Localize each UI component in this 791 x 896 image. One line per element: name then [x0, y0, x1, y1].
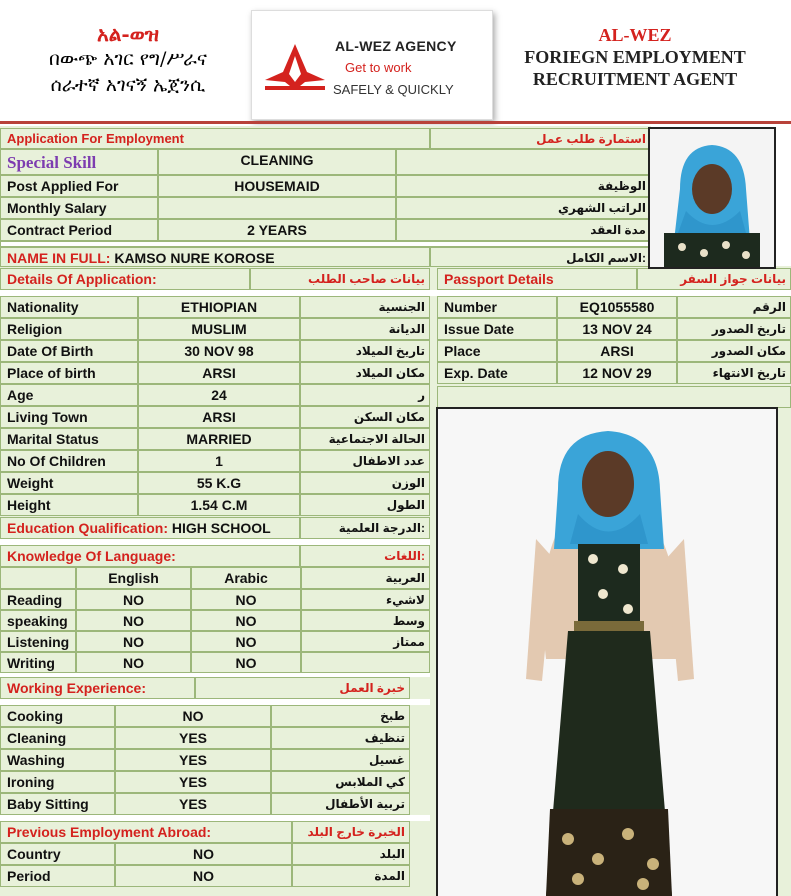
header-divider — [0, 121, 791, 124]
passport-label-ar: مكان الصدور — [677, 340, 791, 362]
detail-label: Living Town — [0, 406, 138, 428]
education-cell — [0, 517, 300, 539]
amharic-line-2: በውጭ አገር የግ/ሥራና — [49, 48, 207, 70]
post-applied-label: Post Applied For — [0, 175, 158, 197]
experience-value: NO — [115, 705, 271, 727]
language-arabic-value: NO — [191, 589, 301, 610]
detail-label: Nationality — [0, 296, 138, 318]
contract-period-ar: مدة العقد — [396, 219, 651, 241]
experience-value: YES — [115, 771, 271, 793]
experience-value: YES — [115, 727, 271, 749]
logo-agency-name: AL-WEZ AGENCY — [335, 38, 457, 54]
passport-label: Place — [437, 340, 557, 362]
detail-label: Religion — [0, 318, 138, 340]
language-skill-label: Listening — [0, 631, 76, 652]
full-name-ar: الاسم الكامل: — [430, 247, 651, 267]
language-arabic-value: NO — [191, 631, 301, 652]
monthly-salary-ar: الراتب الشهري — [396, 197, 651, 219]
language-col-ar: العربية — [301, 567, 430, 589]
detail-value: MARRIED — [138, 428, 300, 450]
passport-label-ar: تاريخ الانتهاء — [677, 362, 791, 384]
detail-label: Date Of Birth — [0, 340, 138, 362]
detail-value: ARSI — [138, 362, 300, 384]
previous-value: NO — [115, 843, 292, 865]
previous-label-ar: البلد — [292, 843, 410, 865]
full-name-value: KAMSO NURE KOROSE — [114, 250, 275, 266]
detail-label-ar: الطول — [300, 494, 430, 516]
detail-label-ar: تاريخ الميلاد — [300, 340, 430, 362]
detail-value: ARSI — [138, 406, 300, 428]
language-skill-label: Reading — [0, 589, 76, 610]
language-title-ar: اللغات: — [300, 545, 430, 567]
experience-label: Washing — [0, 749, 115, 771]
language-english-value: NO — [76, 652, 191, 673]
language-english-value: NO — [76, 631, 191, 652]
amharic-title: አል-ወዝ — [97, 22, 159, 46]
language-arabic-value: NO — [191, 652, 301, 673]
education-label: Education Qualification: — [7, 520, 169, 536]
english-title: AL-WEZ — [598, 25, 672, 45]
amharic-line-3: ሰራተኛ አገናኝ ኤጀንሲ — [50, 74, 206, 96]
language-skill-label: Writing — [0, 652, 76, 673]
passport-value: ARSI — [557, 340, 677, 362]
passport-value: 12 NOV 29 — [557, 362, 677, 384]
experience-title: Working Experience: — [0, 677, 195, 699]
passport-label: Number — [437, 296, 557, 318]
special-skill-ar-cell — [396, 149, 651, 175]
monthly-salary-label: Monthly Salary — [0, 197, 158, 219]
previous-label-ar: المدة — [292, 865, 410, 887]
detail-label: No Of Children — [0, 450, 138, 472]
detail-value: MUSLIM — [138, 318, 300, 340]
detail-value: ETHIOPIAN — [138, 296, 300, 318]
language-english-value: NO — [76, 610, 191, 631]
language-skill-ar: ممتاز — [301, 631, 430, 652]
experience-title-ar: خبرة العمل — [195, 677, 410, 699]
passport-value: 13 NOV 24 — [557, 318, 677, 340]
passport-title: Passport Details — [437, 268, 637, 290]
english-line-2: FORIEGN EMPLOYMENT — [524, 47, 746, 67]
previous-employment-title: Previous Employment Abroad: — [0, 821, 292, 843]
experience-label-ar: طبخ — [271, 705, 410, 727]
experience-label: Ironing — [0, 771, 115, 793]
detail-label-ar: الديانة — [300, 318, 430, 340]
passport-label: Exp. Date — [437, 362, 557, 384]
detail-label-ar: مكان السكن — [300, 406, 430, 428]
experience-label-ar: كي الملابس — [271, 771, 410, 793]
language-header-empty — [0, 567, 76, 589]
detail-label-ar: الجنسية — [300, 296, 430, 318]
experience-label-ar: تنظيف — [271, 727, 410, 749]
amharic-header — [8, 22, 248, 98]
detail-label-ar: عدد الاطفال — [300, 450, 430, 472]
experience-label: Cooking — [0, 705, 115, 727]
passport-filler — [437, 386, 791, 408]
applicant-portrait-photo — [648, 127, 776, 269]
previous-value: NO — [115, 865, 292, 887]
details-title: Details Of Application: — [0, 268, 250, 290]
experience-label-ar: غسيل — [271, 749, 410, 771]
detail-label-ar: مكان الميلاد — [300, 362, 430, 384]
details-title-ar: بيانات صاحب الطلب — [250, 268, 430, 290]
detail-value: 1 — [138, 450, 300, 472]
english-line-3: RECRUITMENT AGENT — [532, 69, 738, 89]
detail-label-ar: الحالة الاجتماعية — [300, 428, 430, 450]
detail-value: 24 — [138, 384, 300, 406]
language-skill-ar — [301, 652, 430, 673]
detail-label: Marital Status — [0, 428, 138, 450]
passport-label-ar: تاريخ الصدور — [677, 318, 791, 340]
full-name-label: NAME IN FULL: — [7, 250, 111, 266]
experience-value: YES — [115, 749, 271, 771]
passport-value: EQ1055580 — [557, 296, 677, 318]
contract-period-value: 2 YEARS — [158, 219, 396, 241]
experience-label: Cleaning — [0, 727, 115, 749]
airplane-logo-icon — [265, 42, 327, 92]
detail-value: 55 K.G — [138, 472, 300, 494]
language-skill-label: speaking — [0, 610, 76, 631]
language-skill-ar: لاشيء — [301, 589, 430, 610]
education-ar: الدرجة العلمية: — [300, 517, 430, 539]
detail-value: 1.54 C.M — [138, 494, 300, 516]
logo-tagline: Get to work — [345, 60, 412, 75]
applicant-full-body-photo — [436, 407, 778, 896]
detail-value: 30 NOV 98 — [138, 340, 300, 362]
special-skill-value: CLEANING — [158, 149, 396, 175]
language-english-value: NO — [76, 589, 191, 610]
application-title-ar: استمارة طلب عمل — [430, 128, 651, 149]
post-applied-ar: الوظيفة — [396, 175, 651, 197]
detail-label-ar: الوزن — [300, 472, 430, 494]
contract-period-label: Contract Period — [0, 219, 158, 241]
language-title: Knowledge Of Language: — [0, 545, 300, 567]
monthly-salary-value — [158, 197, 396, 219]
special-skill-label: Special Skill — [0, 149, 158, 175]
detail-label: Weight — [0, 472, 138, 494]
language-arabic-value: NO — [191, 610, 301, 631]
portrait-illustration — [650, 129, 774, 267]
experience-value: YES — [115, 793, 271, 815]
previous-employment-title-ar: الخبرة خارج البلد — [292, 821, 410, 843]
logo-tagline-2: SAFELY & QUICKLY — [333, 82, 454, 97]
detail-label: Age — [0, 384, 138, 406]
passport-title-ar: بيانات جواز السفر — [637, 268, 791, 290]
education-value: HIGH SCHOOL — [171, 520, 271, 536]
full-name-cell — [0, 247, 430, 267]
detail-label-ar: ر — [300, 384, 430, 406]
passport-label: Issue Date — [437, 318, 557, 340]
application-title: Application For Employment — [0, 128, 430, 149]
experience-label-ar: تربية الأطفال — [271, 793, 410, 815]
previous-label: Period — [0, 865, 115, 887]
english-header — [505, 24, 765, 90]
post-applied-value: HOUSEMAID — [158, 175, 396, 197]
language-skill-ar: وسط — [301, 610, 430, 631]
full-body-illustration — [438, 409, 776, 896]
detail-label: Place of birth — [0, 362, 138, 384]
previous-label: Country — [0, 843, 115, 865]
experience-label: Baby Sitting — [0, 793, 115, 815]
language-col-english: English — [76, 567, 191, 589]
detail-label: Height — [0, 494, 138, 516]
language-col-arabic: Arabic — [191, 567, 301, 589]
passport-label-ar: الرقم — [677, 296, 791, 318]
